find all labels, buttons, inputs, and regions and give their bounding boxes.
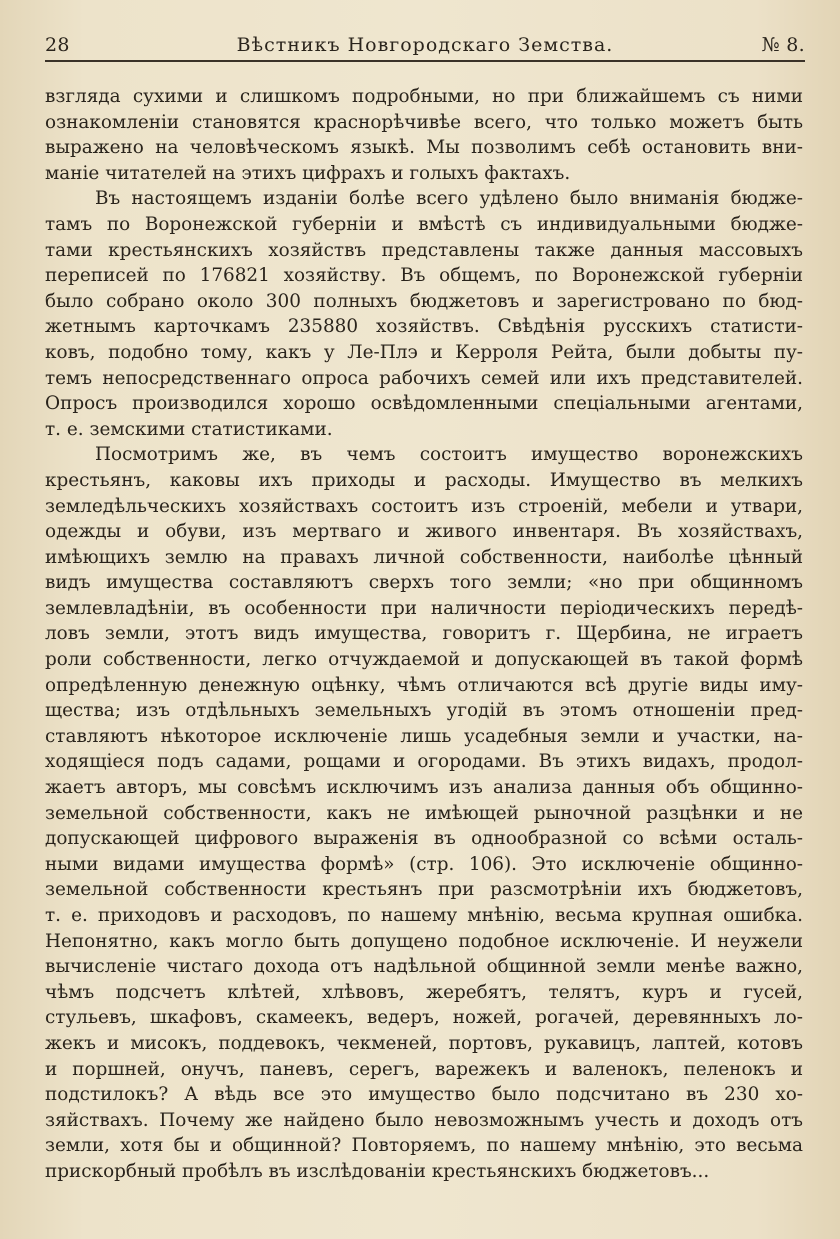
- paragraph: [45, 186, 803, 442]
- text-line: т. е. приходовъ и расходовъ, по нашему мнѣнію, весьма крупная ошибка.: [45, 905, 803, 926]
- text-line: выражено на человѣческомъ языкѣ. Мы позволимъ себѣ остановить вни-: [45, 137, 803, 159]
- text-line: темъ непосредственнаго опроса рабочихъ семей или ихъ представителей.: [45, 367, 803, 389]
- text-line: жаетъ авторъ, мы совсѣмъ исключимъ изъ анализа данныя объ общинно-: [45, 777, 803, 799]
- text-line: допускающей цифрового выраженія въ однообразной со всѣми осталь-: [45, 828, 803, 850]
- text-line: роли собственности, легко отчуждаемой и допускающей въ такой формѣ: [45, 649, 803, 671]
- text-line: ходящіеся подъ садами, рощами и огородами. Въ этихъ видахъ, продол-: [45, 751, 803, 773]
- text-line: земледѣльческихъ хозяйствахъ состоитъ изъ строеній, мебели и утвари,: [45, 495, 803, 517]
- text-line: земли, хотя бы и общинной? Повторяемъ, по нашему мнѣнію, это весьма: [45, 1135, 803, 1157]
- body-text: [45, 84, 803, 1185]
- text-line: т. е. земскими статистиками.: [45, 418, 333, 440]
- text-line: тами крестьянскихъ хозяйствъ представлены также данныя массовыхъ: [45, 239, 803, 261]
- text-line: Непонятно, какъ могло быть допущено подобное исключеніе. И неужели: [45, 930, 803, 952]
- text-line: прискорбный пробѣлъ въ изслѣдованіи крестьянскихъ бюджетовъ...: [45, 1160, 710, 1182]
- text-line: опредѣленную денежную оцѣнку, чѣмъ отличаются всѣ другіе виды иму-: [45, 674, 803, 696]
- text-line: чѣмъ подсчетъ клѣтей, хлѣвовъ, жеребятъ, телятъ, куръ и гусей,: [45, 981, 803, 1003]
- text-line: было собрано около 300 полныхъ бюджетовъ и зарегистровано по бюд-: [45, 290, 803, 312]
- header-rule: [45, 60, 805, 62]
- paragraph: [45, 442, 803, 1184]
- text-line: вычисленіе чистаго дохода отъ надѣльной общинной земли менѣе важно,: [45, 956, 803, 978]
- text-line: зяйствахъ. Почему же найдено было невозможнымъ учесть и доходъ отъ: [45, 1109, 803, 1131]
- text-line: тамъ по Воронежской губерніи и вмѣстѣ съ индивидуальными бюдже-: [45, 213, 803, 235]
- text-line: землевладѣніи, въ особенности при наличности періодическихъ передѣ-: [45, 597, 803, 619]
- text-line: Въ настоящемъ изданіи болѣе всего удѣлено было вниманія бюдже-: [95, 188, 803, 210]
- journal-title: Вѣстникъ Новгородскаго Земства.: [236, 34, 614, 56]
- text-line: стульевъ, шкафовъ, скамеекъ, ведеръ, ножей, рогачей, деревянныхъ ло-: [45, 1007, 803, 1029]
- text-line: видъ имущества составляютъ сверхъ того земли; «но при общинномъ: [45, 572, 803, 594]
- text-line: имѣющихъ землю на правахъ личной собственности, наиболѣе цѣнный: [45, 546, 803, 568]
- paragraph: [45, 84, 803, 186]
- text-line: Опросъ производился хорошо освѣдомленными спеціальными агентами,: [45, 393, 803, 415]
- text-line: ковъ, подобно тому, какъ у Ле-Плэ и Керроля Рейта, были добыты пу-: [45, 341, 803, 363]
- text-line: земельной собственности крестьянъ при разсмотрѣніи ихъ бюджетовъ,: [45, 879, 803, 901]
- text-line: земельной собственности, какъ не имѣющей рыночной разцѣнки и не: [45, 802, 803, 824]
- text-line: щества; изъ отдѣльныхъ земельныхъ угодій въ этомъ отношеніи пред-: [45, 700, 803, 722]
- text-line: и поршней, онучъ, паневъ, серегъ, варежекъ и валенокъ, пеленокъ и: [45, 1058, 803, 1080]
- text-line: крестьянъ, каковы ихъ приходы и расходы. Имущество въ мелкихъ: [45, 469, 803, 491]
- text-line: жекъ и мисокъ, поддевокъ, чекменей, портовъ, рукавицъ, лаптей, котовъ: [45, 1032, 803, 1054]
- issue-number: № 8.: [761, 34, 805, 56]
- running-header: [45, 30, 805, 64]
- text-line: подстилокъ? А вѣдь все это имущество было подсчитано въ 230 хо-: [45, 1084, 803, 1106]
- text-line: переписей по 176821 хозяйству. Въ общемъ, по Воронежской губерніи: [45, 265, 803, 287]
- text-line: ными видами имущества формѣ» (стр. 106). Это исключеніе общинно-: [45, 853, 803, 875]
- text-line: одежды и обуви, изъ мертваго и живого инвентаря. Въ хозяйствахъ,: [45, 521, 803, 543]
- page-number: 28: [45, 34, 70, 56]
- text-line: взгляда сухими и слишкомъ подробными, но при ближайшемъ съ ними: [45, 86, 803, 107]
- text-line: маніе читателей на этихъ цифрахъ и голыхъ фактахъ.: [45, 162, 571, 184]
- text-line: ставляютъ нѣкоторое исключеніе лишь усадебныя земли и участки, на-: [45, 725, 803, 747]
- text-line: ознакомленіи становятся краснорѣчивѣе всего, что только можетъ быть: [45, 111, 803, 133]
- text-line: жетнымъ карточкамъ 235880 хозяйствъ. Свѣдѣнія русскихъ статисти-: [45, 316, 803, 338]
- text-line: Посмотримъ же, въ чемъ состоитъ имущество воронежскихъ: [95, 444, 803, 466]
- text-line: ловъ земли, этотъ видъ имущества, говоритъ г. Щербина, не играетъ: [45, 623, 803, 645]
